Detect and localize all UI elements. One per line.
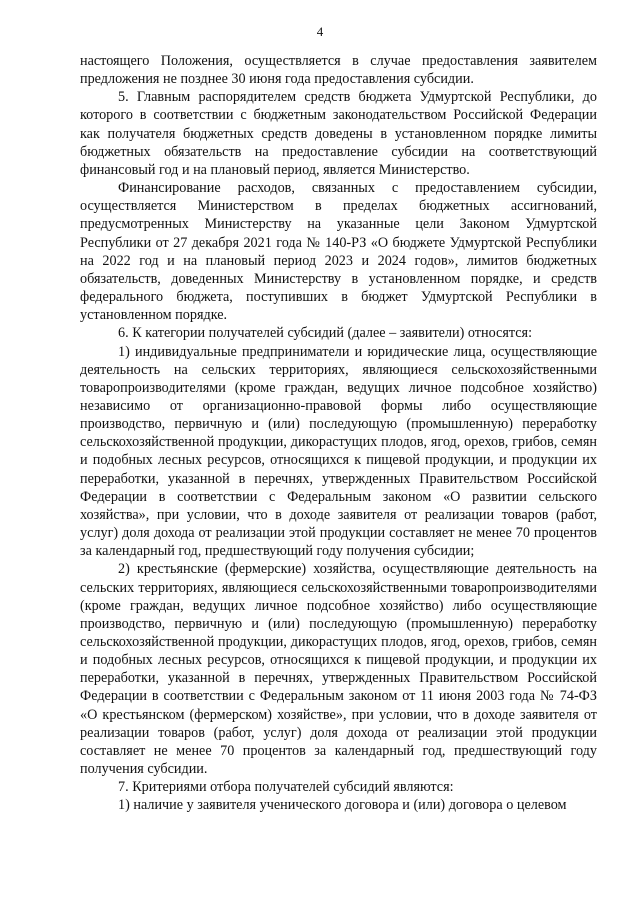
paragraph-4: 6. К категории получателей субсидий (далее – заявители) относятся: [118,325,533,342]
paragraph-7: 7. Критериями отбора получателей субсидий являются: [118,779,454,796]
page-number: 4 [316,24,324,39]
document-body [80,52,597,815]
paragraph-3: Финансирование расходов, связанных с предоставлением субсидии, осуществляется Министерством в пределах бюджетных ассигнований, предусмотренных Министерству на указанные цели Законом Удмуртской Республики от 27 декабря 2021 года № 140-РЗ «О бюджете Удмуртской Республики на 2022 год и на плановый период 2023 и 2024 годов», лимитов бюджетных обязательств, доведенных Министерству в установленном порядке, и средств федерального бюджета, поступивших в бюджет Удмуртской Республики в установленном порядке. [80,180,597,324]
paragraph-2: 5. Главным распорядителем средств бюджета Удмуртской Республики, до которого в соответствии с бюджетным законодательством Российской Федерации как получателя бюджетных средств доведены в установленном порядке лимиты бюджетных обязательств на предоставление субсидии на соответствующий финансовый год и на плановый период, является Министерство. [80,89,597,178]
paragraph-1: настоящего Положения, осуществляется в случае предоставления заявителем предложения не позднее 30 июня года предоставления субсидии. [80,53,597,88]
paragraph-6: 2) крестьянские (фермерские) хозяйства, осуществляющие деятельность на сельских территориях, являющиеся сельскохозяйственными товаропроизводителями (кроме граждан, ведущих личное подсобное хозяйство) либо осуществляющие производство, первичную и (или) последующую (промышленную) переработку сельскохозяйственной продукции, дикорастущих плодов, ягод, орехов, грибов, семян и подобных лесных ресурсов, относящихся к пищевой продукции, и продукции их переработки, указанной в перечнях, утвержденных Правительством Российской Федерации в соответствии с Федеральным законом от 11 июня 2003 года № 74-ФЗ «О крестьянском (фермерском) хозяйстве», при условии, что в доходе заявителя от реализации товаров (работ, услуг) доля дохода от реализации этой продукции составляет не менее 70 процентов за календарный год, предшествующий году получения субсидии. [80,561,597,778]
paragraph-8: 1) наличие у заявителя ученического договора и (или) договора о целевом [118,797,567,814]
paragraph-5: 1) индивидуальные предприниматели и юридические лица, осуществляющие деятельность на сельских территориях, являющиеся сельскохозяйственными товаропроизводителями (кроме граждан, ведущих личное подсобное хозяйство) независимо от организационно-правовой формы либо осуществляющие производство, первичную и (или) последующую (промышленную) переработку сельскохозяйственной продукции, дикорастущих плодов, ягод, орехов, грибов, семян и подобных лесных ресурсов, относящихся к пищевой продукции, и продукции их переработки, указанной в перечнях, утвержденных Правительством Российской Федерации в соответствии с Федеральным законом «О развитии сельского хозяйства», при условии, что в доходе заявителя от реализации товаров (работ, услуг) доля дохода от реализации этой продукции составляет не менее 70 процентов за календарный год, предшествующий году получения субсидии; [80,343,597,560]
